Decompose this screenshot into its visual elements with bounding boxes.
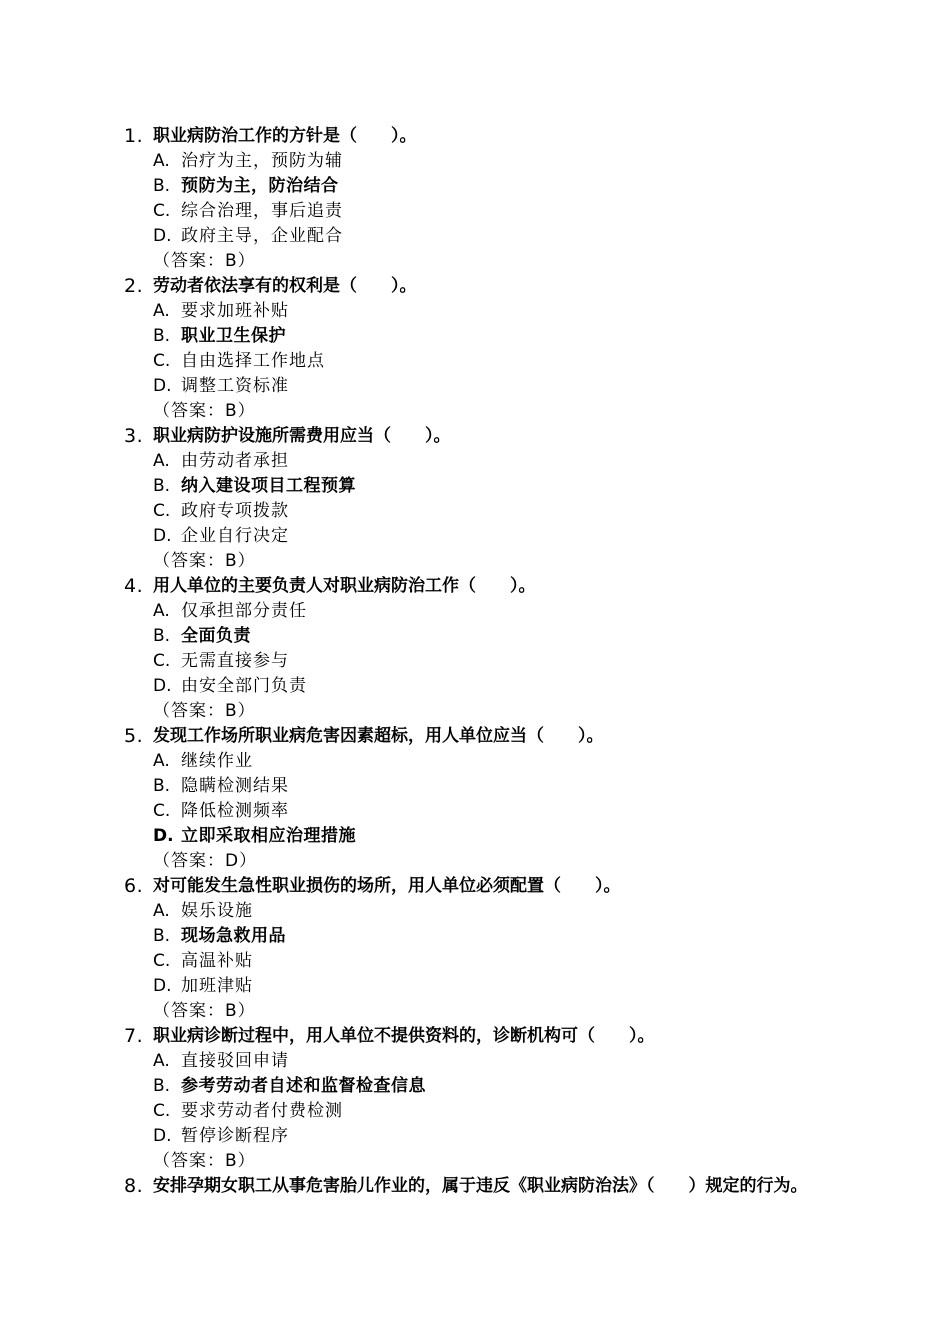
answer-key: （答案：D） [153, 851, 258, 871]
option-text: 高温补贴 [181, 951, 253, 971]
option-text: 治疗为主，预防为辅 [181, 151, 343, 171]
option-letter: C. [153, 651, 171, 671]
option-text: 直接驳回申请 [181, 1051, 289, 1071]
option-letter: A. [153, 151, 170, 171]
option-text: 由劳动者承担 [181, 451, 289, 471]
question-stem [124, 574, 824, 599]
question-number: 5. [124, 725, 144, 747]
question-stem [124, 874, 824, 899]
question-stem [124, 1024, 824, 1049]
option-d [124, 974, 824, 999]
question-text: 职业病防治工作的方针是（ ）。 [153, 126, 417, 146]
question-text: 发现工作场所职业病危害因素超标，用人单位应当（ ）。 [153, 726, 604, 746]
option-text: 现场急救用品 [181, 926, 286, 946]
question-7 [124, 1024, 824, 1174]
option-c [124, 949, 824, 974]
question-5 [124, 724, 824, 874]
option-letter: C. [153, 1101, 171, 1121]
question-text: 劳动者依法享有的权利是（ ）。 [153, 276, 417, 296]
option-letter: D. [153, 976, 172, 996]
option-b [124, 1074, 824, 1099]
option-text: 职业卫生保护 [181, 326, 286, 346]
option-letter: C. [153, 201, 171, 221]
option-letter: A. [153, 601, 170, 621]
answer-key: （答案：B） [153, 1001, 256, 1021]
option-text: 无需直接参与 [181, 651, 289, 671]
option-letter: B. [153, 326, 171, 346]
option-c [124, 649, 824, 674]
option-b [124, 624, 824, 649]
question-3 [124, 424, 824, 574]
question-4 [124, 574, 824, 724]
option-letter: B. [153, 1076, 171, 1096]
option-a [124, 1049, 824, 1074]
option-a [124, 749, 824, 774]
question-list [124, 124, 824, 1199]
option-c [124, 499, 824, 524]
option-a [124, 899, 824, 924]
option-d [124, 524, 824, 549]
option-text: 综合治理，事后追责 [181, 201, 343, 221]
option-letter: B. [153, 176, 171, 196]
option-c [124, 1099, 824, 1124]
option-text: 娱乐设施 [181, 901, 253, 921]
question-text: 职业病诊断过程中，用人单位不提供资料的，诊断机构可（ ）。 [153, 1026, 655, 1046]
option-letter: D. [153, 676, 172, 696]
option-b [124, 924, 824, 949]
question-number: 4. [124, 575, 144, 597]
option-d [124, 1124, 824, 1149]
option-a [124, 599, 824, 624]
question-text: 职业病防护设施所需费用应当（ ）。 [153, 426, 451, 446]
option-text: 暂停诊断程序 [181, 1126, 289, 1146]
option-b [124, 174, 824, 199]
option-text: 纳入建设项目工程预算 [181, 476, 356, 496]
question-6 [124, 874, 824, 1024]
option-text: 自由选择工作地点 [181, 351, 325, 371]
option-letter: D. [153, 1126, 172, 1146]
option-a [124, 449, 824, 474]
option-text: 预防为主，防治结合 [181, 176, 339, 196]
option-letter: C. [153, 351, 171, 371]
option-letter: D. [153, 226, 172, 246]
option-letter: D. [153, 526, 172, 546]
option-a [124, 149, 824, 174]
option-text: 降低检测频率 [181, 801, 289, 821]
question-text: 用人单位的主要负责人对职业病防治工作（ ）。 [153, 576, 536, 596]
option-letter: A. [153, 1051, 170, 1071]
option-text: 要求劳动者付费检测 [181, 1101, 343, 1121]
question-stem [124, 1174, 824, 1199]
question-stem [124, 124, 824, 149]
option-c [124, 199, 824, 224]
option-text: 由安全部门负责 [181, 676, 307, 696]
option-text: 要求加班补贴 [181, 301, 289, 321]
option-a [124, 299, 824, 324]
option-text: 参考劳动者自述和监督检查信息 [181, 1076, 426, 1096]
question-number: 7. [124, 1025, 144, 1047]
question-text: 安排孕期女职工从事危害胎儿作业的，属于违反《职业病防治法》（ ）规定的行为。 [153, 1176, 808, 1196]
option-text: 继续作业 [181, 751, 253, 771]
option-letter: C. [153, 501, 171, 521]
option-d [124, 224, 824, 249]
option-b [124, 774, 824, 799]
option-c [124, 799, 824, 824]
option-letter: A. [153, 751, 170, 771]
answer-key: （答案：B） [153, 1151, 256, 1171]
question-number: 6. [124, 875, 144, 897]
option-letter: B. [153, 626, 171, 646]
option-letter: B. [153, 476, 171, 496]
option-text: 隐瞒检测结果 [181, 776, 289, 796]
option-letter: A. [153, 301, 170, 321]
option-letter: A. [153, 901, 170, 921]
question-stem [124, 724, 824, 749]
question-number: 8. [124, 1175, 144, 1197]
option-text: 仅承担部分责任 [181, 601, 307, 621]
option-letter: C. [153, 951, 171, 971]
option-c [124, 349, 824, 374]
question-number: 2. [124, 275, 144, 297]
option-text: 全面负责 [181, 626, 251, 646]
option-letter: B. [153, 926, 171, 946]
answer-key: （答案：B） [153, 551, 256, 571]
answer-key: （答案：B） [153, 251, 256, 271]
option-text: 调整工资标准 [181, 376, 289, 396]
option-b [124, 324, 824, 349]
option-b [124, 474, 824, 499]
question-2 [124, 274, 824, 424]
option-d [124, 374, 824, 399]
option-text: 政府主导，企业配合 [181, 226, 343, 246]
option-letter: D. [153, 376, 172, 396]
option-text: 加班津贴 [181, 976, 253, 996]
option-text: 企业自行决定 [181, 526, 289, 546]
question-number: 3. [124, 425, 144, 447]
question-number: 1. [124, 125, 144, 147]
option-d [124, 674, 824, 699]
answer-key: （答案：B） [153, 401, 256, 421]
option-d [124, 824, 824, 849]
question-1 [124, 124, 824, 274]
option-letter: A. [153, 451, 170, 471]
question-8 [124, 1174, 824, 1199]
option-text: 政府专项拨款 [181, 501, 289, 521]
option-letter: B. [153, 776, 171, 796]
option-text: 立即采取相应治理措施 [181, 826, 356, 846]
answer-key: （答案：B） [153, 701, 256, 721]
question-stem [124, 424, 824, 449]
question-stem [124, 274, 824, 299]
option-letter: D. [153, 826, 174, 846]
option-letter: C. [153, 801, 171, 821]
question-text: 对可能发生急性职业损伤的场所，用人单位必须配置（ ）。 [153, 876, 621, 896]
